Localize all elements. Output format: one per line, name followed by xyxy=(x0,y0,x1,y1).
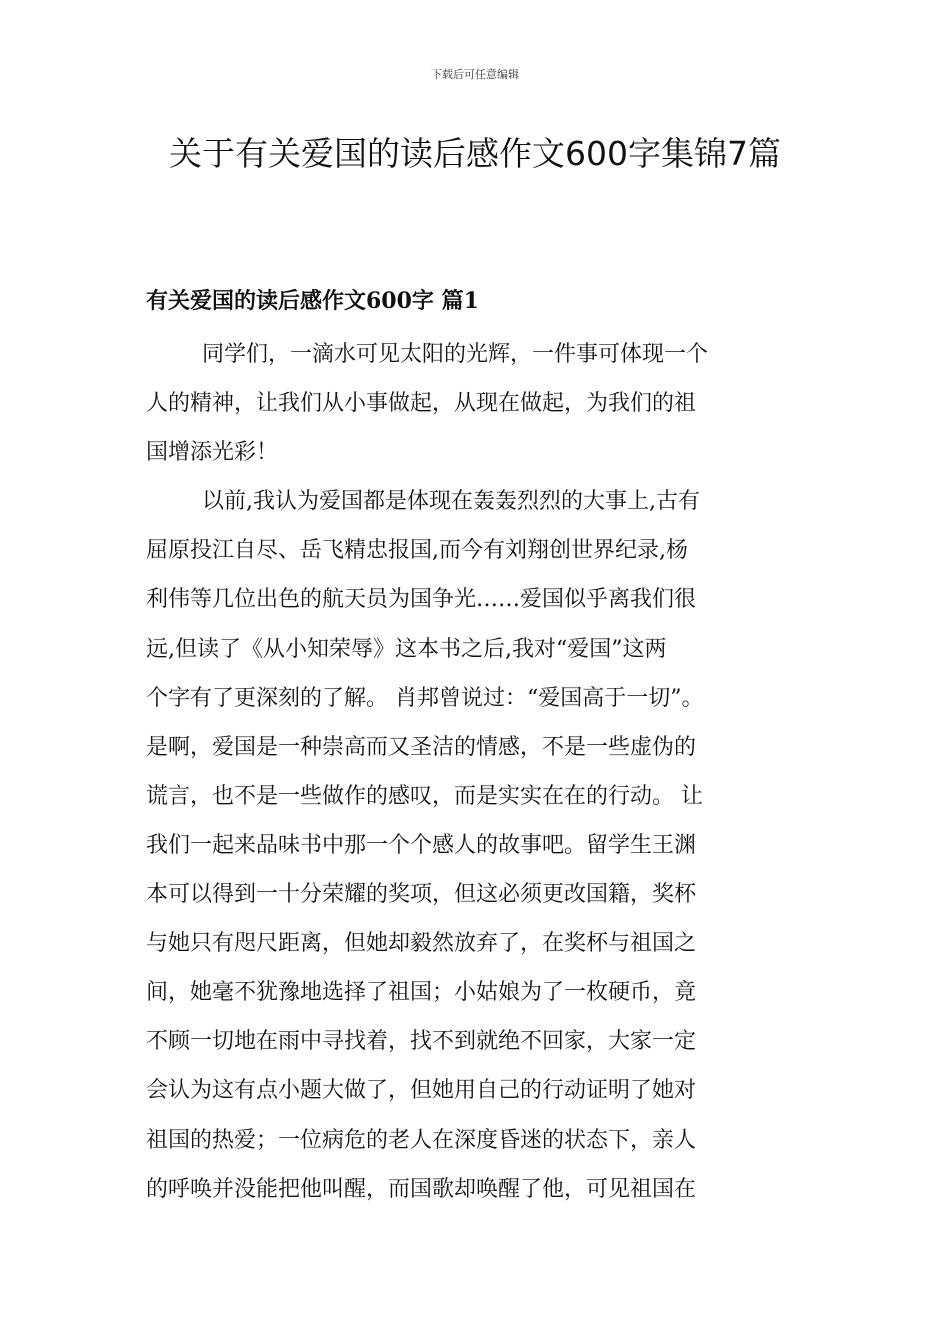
body-line: 我们一起来品味书中那一个个感人的故事吧。留学生王渊 xyxy=(146,832,697,858)
document-title: 关于有关爱国的读后感作文600字集锦7篇 xyxy=(169,134,781,173)
body-line: 的呼唤并没能把他叫醒，而国歌却唤醒了他，可见祖国在 xyxy=(146,1176,697,1202)
body-line: 屈原投江自尽、岳飞精忠报国,而今有刘翔创世界纪录,杨 xyxy=(146,538,688,564)
body-line: 人的精神，让我们从小事做起，从现在做起，为我们的祖 xyxy=(146,391,697,417)
body-line: 远,但读了《从小知荣辱》这本书之后,我对“爱国”这两 xyxy=(146,636,667,662)
body-line: 以前,我认为爱国都是体现在轰轰烈烈的大事上,古有 xyxy=(202,489,700,515)
article-heading: 有关爱国的读后感作文600字 篇1 xyxy=(146,288,479,314)
body-line: 同学们，一滴水可见太阳的光辉，一件事可体现一个 xyxy=(202,342,709,367)
article-body xyxy=(146,330,836,1214)
body-line: 祖国的热爱；一位病危的老人在深度昏迷的状态下，亲人 xyxy=(146,1127,697,1153)
body-line: 是啊，爱国是一种崇高而又圣洁的情感，不是一些虚伪的 xyxy=(146,734,697,760)
body-line: 利伟等几位出色的航天员为国争光……爱国似乎离我们很 xyxy=(146,587,697,613)
body-line: 谎言，也不是一些做作的感叹，而是实实在在的行动。 让 xyxy=(146,783,703,809)
body-line: 国增添光彩！ xyxy=(146,440,279,466)
header-note: 下载后可任意编辑 xyxy=(431,68,519,81)
body-line: 会认为这有点小题大做了，但她用自己的行动证明了她对 xyxy=(146,1078,697,1104)
body-line: 本可以得到一十分荣耀的奖项，但这必须更改国籍，奖杯 xyxy=(146,882,697,908)
body-line: 与她只有咫尺距离，但她却毅然放弃了，在奖杯与祖国之 xyxy=(146,931,697,957)
body-line: 间，她毫不犹豫地选择了祖国；小姑娘为了一枚硬币，竟 xyxy=(146,980,697,1006)
body-line: 个字有了更深刻的了解。 肖邦曾说过：“爱国高于一切”。 xyxy=(146,685,704,711)
body-line: 不顾一切地在雨中寻找着，找不到就绝不回家，大家一定 xyxy=(146,1029,697,1055)
